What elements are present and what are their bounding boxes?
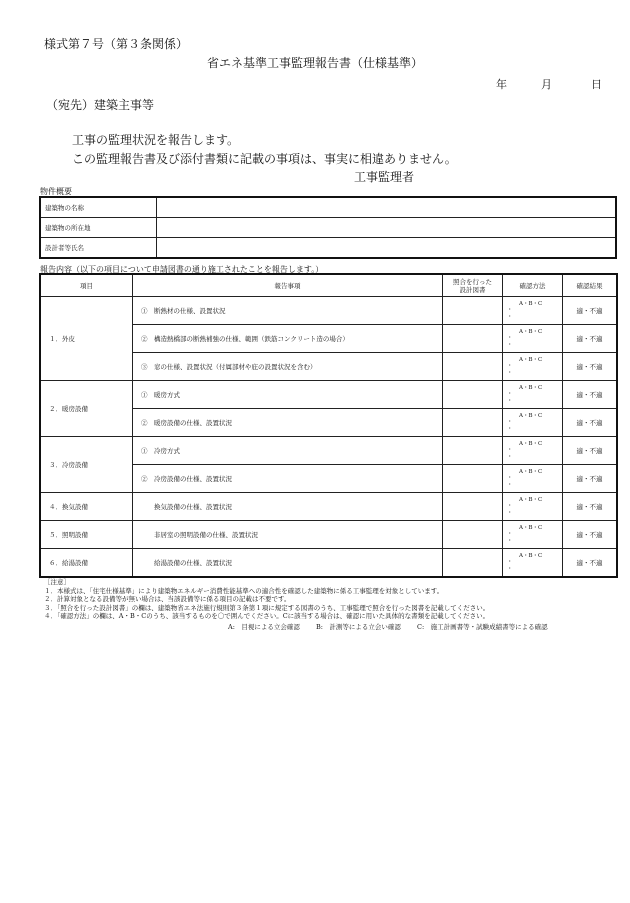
report-row [41, 437, 617, 465]
report-item: ② 冷房設備の仕様、設置状況 [133, 465, 443, 493]
report-category: ３．冷房設備 [41, 437, 133, 493]
result-field[interactable]: 適・不適 [563, 521, 617, 549]
note-item: ２．計算対象となる設備等が無い場合は、当該設備等に係る項目の記載は不要です。 [44, 595, 291, 604]
result-field[interactable]: 適・不適 [563, 493, 617, 521]
result-field[interactable]: 適・不適 [563, 409, 617, 437]
note-item: ３．「照合を行った設計図書」の欄は、建築物省エネ法施行規則第３条第１項に規定する図書のうち、工事監理で照合を行った図書を記載してください。 [44, 603, 490, 612]
report-row [41, 493, 617, 521]
legend-a: A: 目視による立会確認 [228, 623, 300, 631]
result-field[interactable]: 適・不適 [563, 437, 617, 465]
result-field[interactable]: 適・不適 [563, 297, 617, 325]
check-method-field[interactable]: A・B・C ・ ・ [503, 381, 563, 409]
drawings-field[interactable] [443, 297, 503, 325]
report-item: 非居室の照明設備の仕様、設置状況 [133, 521, 443, 549]
check-method-field[interactable]: A・B・C ・ ・ [503, 549, 563, 577]
drawings-field[interactable] [443, 465, 503, 493]
report-table [40, 274, 617, 577]
report-item: ① 暖房方式 [133, 381, 443, 409]
report-item: 給湯設備の仕様、設置状況 [133, 549, 443, 577]
note-item: １．本様式は、「住宅仕様基準」により建築物エネルギー消費性能基準への適合性を確認した建築物に係る工事監理を対象としています。 [44, 586, 444, 595]
report-section-label: 報告内容（以下の項目について申請図書の通り施工されたことを報告します。） [40, 265, 324, 274]
report-category: ６．給湯設備 [41, 549, 133, 577]
date-day-label: 日 [591, 78, 602, 91]
report-item: ① 断熱材の仕様、設置状況 [133, 297, 443, 325]
document-title: 省エネ基準工事監理報告書（仕様基準） [206, 56, 423, 70]
legend-b: B: 計測等による立会い確認 [315, 623, 401, 631]
notes-title: ［注意］ [44, 578, 70, 586]
form-number: 様式第７号（第３条関係） [44, 37, 189, 51]
header-matter: 報告事項 [133, 275, 443, 297]
drawings-field[interactable] [443, 493, 503, 521]
designer-name-field[interactable] [157, 238, 616, 258]
header-result: 確認結果 [563, 275, 617, 297]
property-label: 建築物の名称 [41, 198, 157, 218]
result-field[interactable]: 適・不適 [563, 353, 617, 381]
legend-c: C: 施工計画書等・試験成績書等による確認 [417, 623, 548, 631]
check-method-field[interactable]: A・B・C ・ ・ [503, 325, 563, 353]
result-field[interactable]: 適・不適 [563, 465, 617, 493]
result-field[interactable]: 適・不適 [563, 325, 617, 353]
property-label: 設計者等氏名 [41, 238, 157, 258]
check-method-field[interactable]: A・B・C ・ ・ [503, 409, 563, 437]
check-method-field[interactable]: A・B・C ・ ・ [503, 521, 563, 549]
drawings-field[interactable] [443, 353, 503, 381]
check-method-field[interactable]: A・B・C ・ ・ [503, 493, 563, 521]
check-method-field[interactable]: A・B・C ・ ・ [503, 353, 563, 381]
header-drawings: 照合を行った 設計図書 [443, 275, 503, 297]
property-section-label: 物件概要 [40, 187, 72, 196]
property-row [41, 198, 616, 218]
drawings-field[interactable] [443, 437, 503, 465]
report-item: ① 冷房方式 [133, 437, 443, 465]
report-item: ② 構造熱橋部の断熱補強の仕様、範囲（鉄筋コンクリート造の場合） [133, 325, 443, 353]
addressee: （宛先）建築主事等 [46, 98, 155, 112]
report-row [41, 297, 617, 325]
statement-line-2: この監理報告書及び添付書類に記載の事項は、事実に相違ありません。 [72, 152, 457, 166]
drawings-field[interactable] [443, 521, 503, 549]
confirmation-method-legend [228, 622, 562, 631]
result-field[interactable]: 適・不適 [563, 549, 617, 577]
check-method-field[interactable]: A・B・C ・ ・ [503, 437, 563, 465]
property-label: 建築物の所在地 [41, 218, 157, 238]
report-item: ③ 窓の仕様、設置状況（付属部材や庇の設置状況を含む） [133, 353, 443, 381]
drawings-field[interactable] [443, 549, 503, 577]
report-row [41, 381, 617, 409]
property-row [41, 238, 616, 258]
statement-line-1: 工事の監理状況を報告します。 [72, 133, 240, 147]
drawings-field[interactable] [443, 325, 503, 353]
inspector-label: 工事監理者 [354, 170, 415, 184]
drawings-field[interactable] [443, 409, 503, 437]
notes [44, 578, 489, 621]
report-category: ４．換気設備 [41, 493, 133, 521]
header-category: 項目 [41, 275, 133, 297]
property-name-field[interactable] [157, 198, 616, 218]
property-table [40, 197, 616, 258]
date-month-label: 月 [541, 78, 552, 91]
report-row [41, 549, 617, 577]
report-header-row [41, 275, 617, 297]
property-address-field[interactable] [157, 218, 616, 238]
result-field[interactable]: 適・不適 [563, 381, 617, 409]
drawings-field[interactable] [443, 381, 503, 409]
report-category: １．外皮 [41, 297, 133, 381]
check-method-field[interactable]: A・B・C ・ ・ [503, 465, 563, 493]
report-category: ５．照明設備 [41, 521, 133, 549]
header-method: 確認方法 [503, 275, 563, 297]
note-item: ４．「確認方法」の欄は、A・B・Cのうち、該当するものを〇で囲んでください。Cに該当する場合は、確認に用いた具体的な書類を記載してください。 [44, 612, 490, 621]
report-item: 換気設備の仕様、設置状況 [133, 493, 443, 521]
report-item: ② 暖房設備の仕様、設置状況 [133, 409, 443, 437]
report-category: ２．暖房設備 [41, 381, 133, 437]
date-year-label: 年 [496, 78, 507, 91]
report-row [41, 521, 617, 549]
check-method-field[interactable]: A・B・C ・ ・ [503, 297, 563, 325]
property-row [41, 218, 616, 238]
